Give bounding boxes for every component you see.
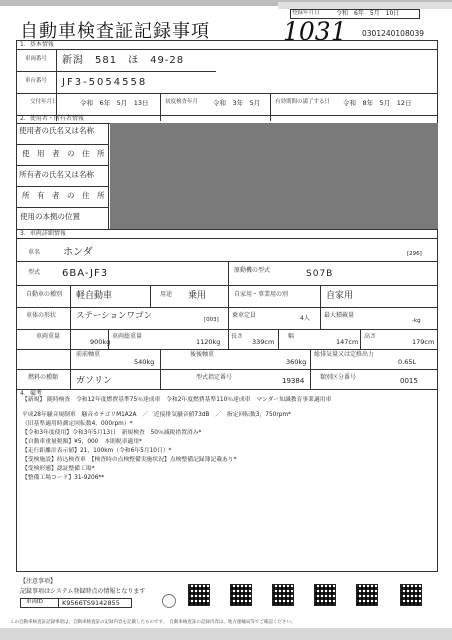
qr-code <box>230 584 252 606</box>
issue-date-label: 交付年月日 <box>30 99 58 105</box>
front-axle-label: 前前軸重 <box>76 351 101 358</box>
rear-axle-label: 後後軸重 <box>190 351 215 358</box>
first-registration-value: 令和 3年 5月 <box>213 99 261 107</box>
qr-code <box>356 584 378 606</box>
qr-code <box>314 584 336 606</box>
business-value: 自家用 <box>326 291 354 301</box>
handwritten-number: 1031 <box>283 17 347 46</box>
bottom-gray-bar <box>0 628 452 640</box>
kind-value: 軽自動車 <box>76 291 113 301</box>
max-load-value: -kg <box>412 318 421 324</box>
length-label: 長さ <box>231 333 244 340</box>
remark-line: 【走行距離計表示値】21，100km（令和6年5月10日）* <box>22 448 172 454</box>
gross-weight-value: 1120kg <box>196 338 221 346</box>
registration-date-label: 登録年月日 <box>292 10 320 16</box>
use-label: 用途 <box>160 291 173 298</box>
remark-line: 【受検形態】認証整備工場* <box>22 466 95 472</box>
car-id-label: 車両ID <box>26 599 43 605</box>
redacted-personal-info <box>110 123 438 229</box>
first-registration-label: 初度検査年月 <box>165 99 199 105</box>
model-label: 型式 <box>28 269 41 276</box>
expiry-value: 令和 8年 5月 12日 <box>343 99 412 107</box>
registration-date-value: 令和 6年 5月 10日 <box>336 10 400 17</box>
remark-line: 【自動車重量税額】¥5，000 本則税率適用* <box>22 439 142 445</box>
use-value: 乗用 <box>188 291 207 301</box>
remark-line: 【受検施設】持込検査車 【検査時の点検整備実施状況】点検整備記録簿記載あり* <box>22 457 237 463</box>
engine-value: S07B <box>306 269 334 279</box>
body-value: ステーションワゴン <box>76 311 152 321</box>
business-label: 自家用・事業用の別 <box>234 291 289 298</box>
gross-weight-label: 車両総重量 <box>112 333 143 340</box>
fuel-label: 燃料の種類 <box>28 374 59 381</box>
category-value: 0015 <box>400 377 418 385</box>
remark-line: （旧基準適用時測定回転数4，000rpm）* <box>22 421 133 427</box>
body-label: 車体の形状 <box>26 312 57 319</box>
notice-label: 【注意事項】 <box>20 578 57 585</box>
bottom-note: この自動車検査証記録事項は、自動車検査証の記録内容を記載したものです。 自動車検査証の記録内容は、地方運輸局等でご確認ください。 <box>10 620 296 625</box>
category-label: 類別区分番号 <box>320 374 357 381</box>
owner-row-user-address: 使 用 者 の 住 所 <box>22 149 105 158</box>
model-value: 6BA-JF3 <box>62 268 109 279</box>
remark-line: 【令和3年度使用】令和3年5月13日 新規検査 50％減税措置済み* <box>22 430 202 436</box>
front-axle-value: 540kg <box>134 358 155 366</box>
issue-date-value: 令和 6年 5月 13日 <box>80 99 149 107</box>
type-approval-label: 型式指定番号 <box>196 374 233 381</box>
chassis-value: JF3-5054558 <box>62 77 148 88</box>
fuel-value: ガソリン <box>76 376 113 386</box>
seal-icon <box>162 594 176 608</box>
height-label: 高さ <box>364 333 377 340</box>
plate-value: 新潟 581 ほ 49-28 <box>62 55 185 66</box>
weight-value: 900kg <box>90 338 111 346</box>
remark-line: 平成28年騒音規制車 騒音カテゴリM1A2A ／ 近接排気騒音値73dB ／ 指定回転数3，750rpm* <box>22 412 291 418</box>
section-remarks-label: 4．備考 <box>20 390 42 397</box>
section-vehicle-label: 3．車両詳細情報 <box>20 230 66 237</box>
displacement-value: 0.65L <box>398 358 417 366</box>
max-load-label: 最大積載量 <box>324 312 355 319</box>
weight-label: 車両重量 <box>36 333 61 340</box>
remark-line: 【整備工場コード】31-9206** <box>22 475 105 481</box>
expiry-label: 有効期間の満了する日 <box>275 99 331 105</box>
section-basic-label: 1．基本情報 <box>20 41 54 48</box>
capacity-label: 乗車定員 <box>232 312 257 319</box>
height-value: 179cm <box>412 338 435 346</box>
qr-code <box>272 584 294 606</box>
rear-axle-value: 360kg <box>286 358 307 366</box>
displacement-label: 総排気量又は定格出力 <box>314 351 375 358</box>
maker-label: 車名 <box>28 249 41 256</box>
chassis-label: 車台番号 <box>25 78 48 84</box>
owner-row-owner-name: 所有者の氏名又は名称 <box>19 170 94 179</box>
qr-code <box>188 584 210 606</box>
plate-label: 車両番号 <box>25 56 48 62</box>
engine-label: 原動機の型式 <box>234 267 271 274</box>
width-label: 幅 <box>288 333 295 340</box>
page-title: 自動車検査証記録事項 <box>20 21 210 42</box>
type-approval-value: 19384 <box>282 377 305 385</box>
section-owner-label: 2．使用者・所有者情報 <box>20 115 84 122</box>
owner-row-user-name: 使用者の氏名又は名称 <box>19 126 94 135</box>
notice-text: 記録事項はシステム登録時点の情報となります <box>20 588 146 595</box>
capacity-value: 4人 <box>300 315 310 322</box>
qr-code <box>400 584 422 606</box>
maker-code: [296] <box>407 251 422 257</box>
remark-line: 【新規】 随時検査 令和12年度燃費基準75％達成車 令和2年度燃費基準110％達成車 マンダー知識教育事業適用車 <box>22 397 332 403</box>
top-gray-strip <box>278 2 452 9</box>
body-code: [003] <box>204 317 219 323</box>
owner-row-base-location: 使用の本拠の位置 <box>20 212 80 221</box>
owner-row-owner-address: 所 有 者 の 住 所 <box>22 191 105 200</box>
width-value: 147cm <box>336 338 359 346</box>
car-id-value: K9566TS9142855 <box>62 599 120 607</box>
document-number: 0301240108039 <box>362 29 425 38</box>
kind-label: 自動車の種別 <box>26 291 63 298</box>
maker-value: ホンダ <box>63 247 93 258</box>
length-value: 339cm <box>252 338 275 346</box>
